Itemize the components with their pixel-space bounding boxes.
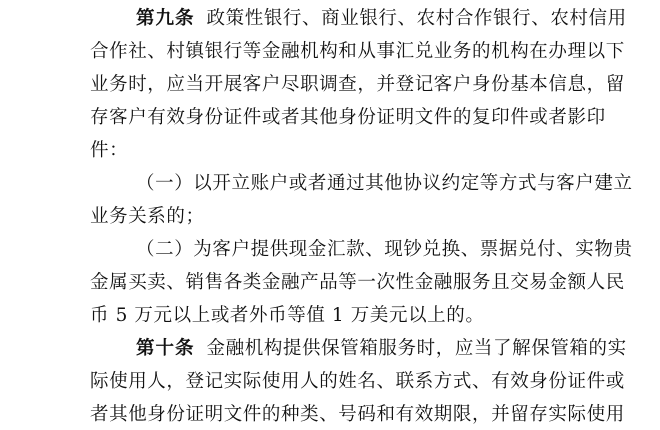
article-9-line-1 bbox=[136, 4, 627, 34]
article-10-text-1: 金融机构提供保管箱服务时，应当了解保管箱的实 bbox=[206, 338, 627, 359]
article-9-item-2-line-2: 金属买卖、销售各类金融产品等一次性金融服务且交易金额人民 bbox=[90, 272, 625, 293]
article-9-item-1-line-1: （一）以开立账户或者通过其他协议约定等方式与客户建立 bbox=[136, 173, 633, 194]
article-9-item-1-line-2: 业务关系的； bbox=[90, 206, 205, 227]
article-9-line-4: 存客户有效身份证件或者其他身份证明文件的复印件或者影印 bbox=[90, 107, 606, 128]
article-9-line-3: 业务时，应当开展客户尽职调查，并登记客户身份基本信息，留 bbox=[90, 74, 625, 95]
article-9-title: 第九条 bbox=[136, 8, 195, 29]
article-10-line-1 bbox=[136, 334, 627, 364]
article-10-title: 第十条 bbox=[136, 338, 195, 359]
article-9-line-2: 合作社、村镇银行等金融机构和从事汇兑业务的机构在办理以下 bbox=[90, 41, 625, 62]
article-9-item-2-line-1: （二）为客户提供现金汇款、现钞兑换、票据兑付、实物贵 bbox=[136, 239, 633, 260]
article-10-line-2: 际使用人，登记实际使用人的姓名、联系方式、有效身份证件或 bbox=[90, 371, 625, 392]
article-9-text-1: 政策性银行、商业银行、农村合作银行、农村信用 bbox=[206, 8, 627, 29]
article-9-line-5: 件： bbox=[90, 140, 129, 161]
article-10-line-3: 者其他身份证明文件的种类、号码和有效期限，并留存实际使用 bbox=[90, 404, 625, 425]
article-9-item-2-line-3: 币 5 万元以上或者外币等值 1 万美元以上的。 bbox=[90, 305, 485, 326]
